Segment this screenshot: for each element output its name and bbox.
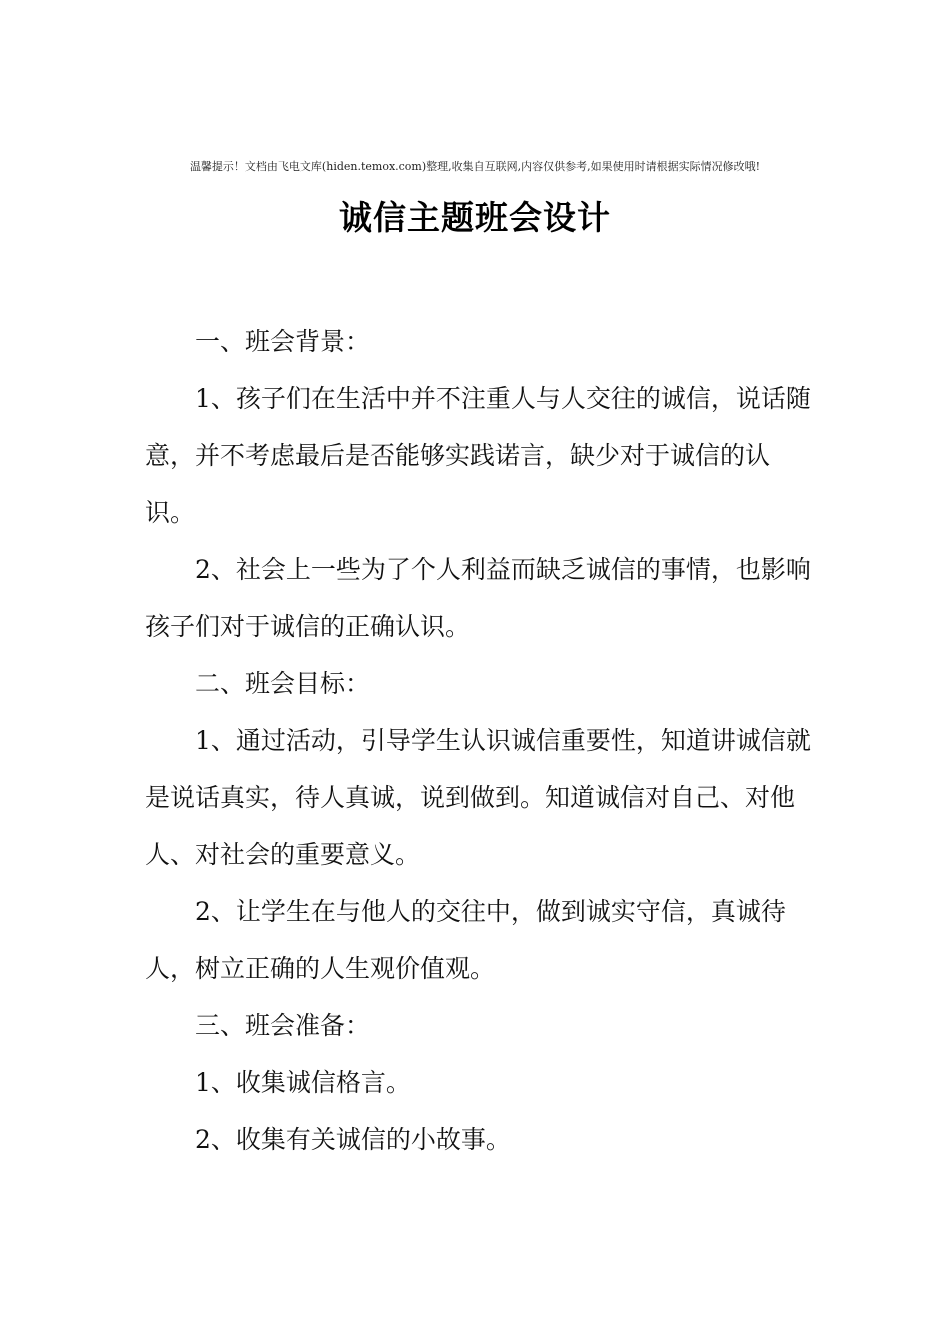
paragraph-background-1: 1、孩子们在生活中并不注重人与人交往的诚信，说话随意，并不考虑最后是否能够实践诺言，缺少对于诚信的认识。 <box>145 384 811 527</box>
paragraph-goals-1: 1、通过活动，引导学生认识诚信重要性，知道讲诚信就是说话真实，待人真诚，说到做到。知道诚信对自己、对他人、对社会的重要意义。 <box>145 726 811 869</box>
page-title: 诚信主题班会设计 <box>339 198 611 237</box>
paragraph-goals-2: 2、让学生在与他人的交往中，做到诚实守信，真诚待人，树立正确的人生观价值观。 <box>145 897 786 983</box>
document-body <box>145 313 815 1168</box>
paragraph-preparation-1: 1、收集诚信格言。 <box>195 1068 411 1097</box>
header-notice: 温馨提示！文档由飞电文库(hiden.temox.com)整理,收集自互联网,内容仅供参考,如果使用时请根据实际情况修改哦! <box>189 160 761 173</box>
section-heading-preparation: 三、班会准备： <box>195 1011 371 1040</box>
section-heading-goals: 二、班会目标： <box>195 669 371 698</box>
paragraph-background-2: 2、社会上一些为了个人利益而缺乏诚信的事情，也影响孩子们对于诚信的正确认识。 <box>145 555 811 641</box>
section-heading-background: 一、班会背景： <box>195 327 371 356</box>
paragraph-preparation-2: 2、收集有关诚信的小故事。 <box>195 1125 511 1154</box>
